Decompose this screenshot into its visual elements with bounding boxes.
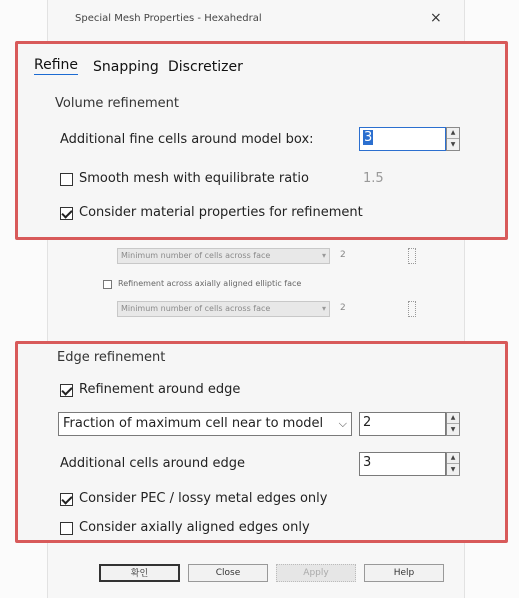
tab-refine[interactable]: Refine bbox=[34, 57, 79, 73]
refine-around-edge-label: Refinement around edge bbox=[79, 382, 241, 397]
fraction-select-label: Fraction of maximum cell near to model bbox=[63, 416, 324, 431]
fraction-value-input[interactable] bbox=[359, 412, 446, 436]
smooth-mesh-label: Smooth mesh with equilibrate ratio bbox=[79, 171, 309, 186]
elliptic-cells-select-label: Minimum number of cells across face bbox=[121, 304, 271, 313]
face-cells-value[interactable]: 2 bbox=[340, 250, 346, 260]
fraction-spinner[interactable] bbox=[446, 412, 460, 436]
spin-up-icon[interactable]: ▲ bbox=[447, 453, 459, 464]
spin-down-icon[interactable]: ▼ bbox=[450, 465, 456, 473]
smooth-mesh-checkbox[interactable] bbox=[60, 173, 73, 186]
face-cells-select[interactable] bbox=[117, 248, 330, 264]
axial-edges-checkbox[interactable] bbox=[60, 522, 73, 535]
elliptic-face-label: Refinement across axially aligned elliptic face bbox=[118, 279, 302, 288]
close-icon[interactable]: × bbox=[430, 10, 442, 26]
face-cells-select-label: Minimum number of cells across face bbox=[121, 251, 271, 260]
close-button[interactable]: Close bbox=[188, 564, 268, 582]
ok-button[interactable]: 확인 bbox=[99, 564, 180, 582]
material-properties-label: Consider material properties for refinement bbox=[79, 205, 363, 220]
pec-edges-checkbox[interactable] bbox=[60, 493, 73, 506]
axial-edges-label: Consider axially aligned edges only bbox=[79, 520, 310, 535]
fraction-select[interactable] bbox=[58, 412, 352, 436]
elliptic-face-checkbox[interactable] bbox=[103, 280, 112, 289]
additional-cells-spinner[interactable] bbox=[446, 452, 460, 476]
tab-snapping[interactable]: Snapping bbox=[93, 59, 159, 75]
pec-edges-label: Consider PEC / lossy metal edges only bbox=[79, 491, 328, 506]
chevron-down-icon: ▾ bbox=[321, 251, 326, 260]
refine-around-edge-checkbox[interactable] bbox=[60, 384, 73, 397]
tab-discretizer[interactable]: Discretizer bbox=[168, 59, 243, 75]
additional-cells-value: 3 bbox=[363, 455, 372, 470]
volume-refinement-heading: Volume refinement bbox=[55, 96, 179, 111]
fine-cells-input[interactable] bbox=[359, 127, 446, 151]
volume-refinement-highlight bbox=[15, 41, 508, 240]
material-properties-checkbox[interactable] bbox=[60, 207, 73, 220]
elliptic-cells-select[interactable] bbox=[117, 301, 330, 317]
fraction-value: 2 bbox=[363, 415, 372, 430]
chevron-down-icon: ⌵ bbox=[338, 417, 347, 430]
fine-cells-value: 3 bbox=[364, 130, 373, 145]
edge-refinement-heading: Edge refinement bbox=[57, 350, 166, 365]
face-cells-spinner[interactable] bbox=[408, 248, 416, 264]
additional-cells-label: Additional cells around edge bbox=[60, 456, 246, 471]
smooth-ratio-value[interactable]: 1.5 bbox=[363, 171, 384, 186]
spin-up-icon[interactable]: ▲ bbox=[447, 128, 459, 139]
apply-button[interactable]: Apply bbox=[276, 564, 356, 582]
additional-cells-input[interactable] bbox=[359, 452, 446, 476]
elliptic-cells-spinner[interactable] bbox=[408, 301, 416, 317]
chevron-down-icon: ▾ bbox=[321, 304, 326, 313]
help-button[interactable]: Help bbox=[364, 564, 444, 582]
spin-down-icon[interactable]: ▼ bbox=[450, 140, 456, 148]
spin-down-icon[interactable]: ▼ bbox=[450, 425, 456, 433]
dialog-title: Special Mesh Properties - Hexahedral bbox=[75, 13, 262, 24]
fine-cells-spinner[interactable] bbox=[446, 127, 460, 151]
spin-up-icon[interactable]: ▲ bbox=[447, 413, 459, 424]
elliptic-cells-value[interactable]: 2 bbox=[340, 303, 346, 313]
fine-cells-label: Additional fine cells around model box: bbox=[60, 132, 314, 147]
edge-refinement-highlight bbox=[15, 341, 508, 543]
